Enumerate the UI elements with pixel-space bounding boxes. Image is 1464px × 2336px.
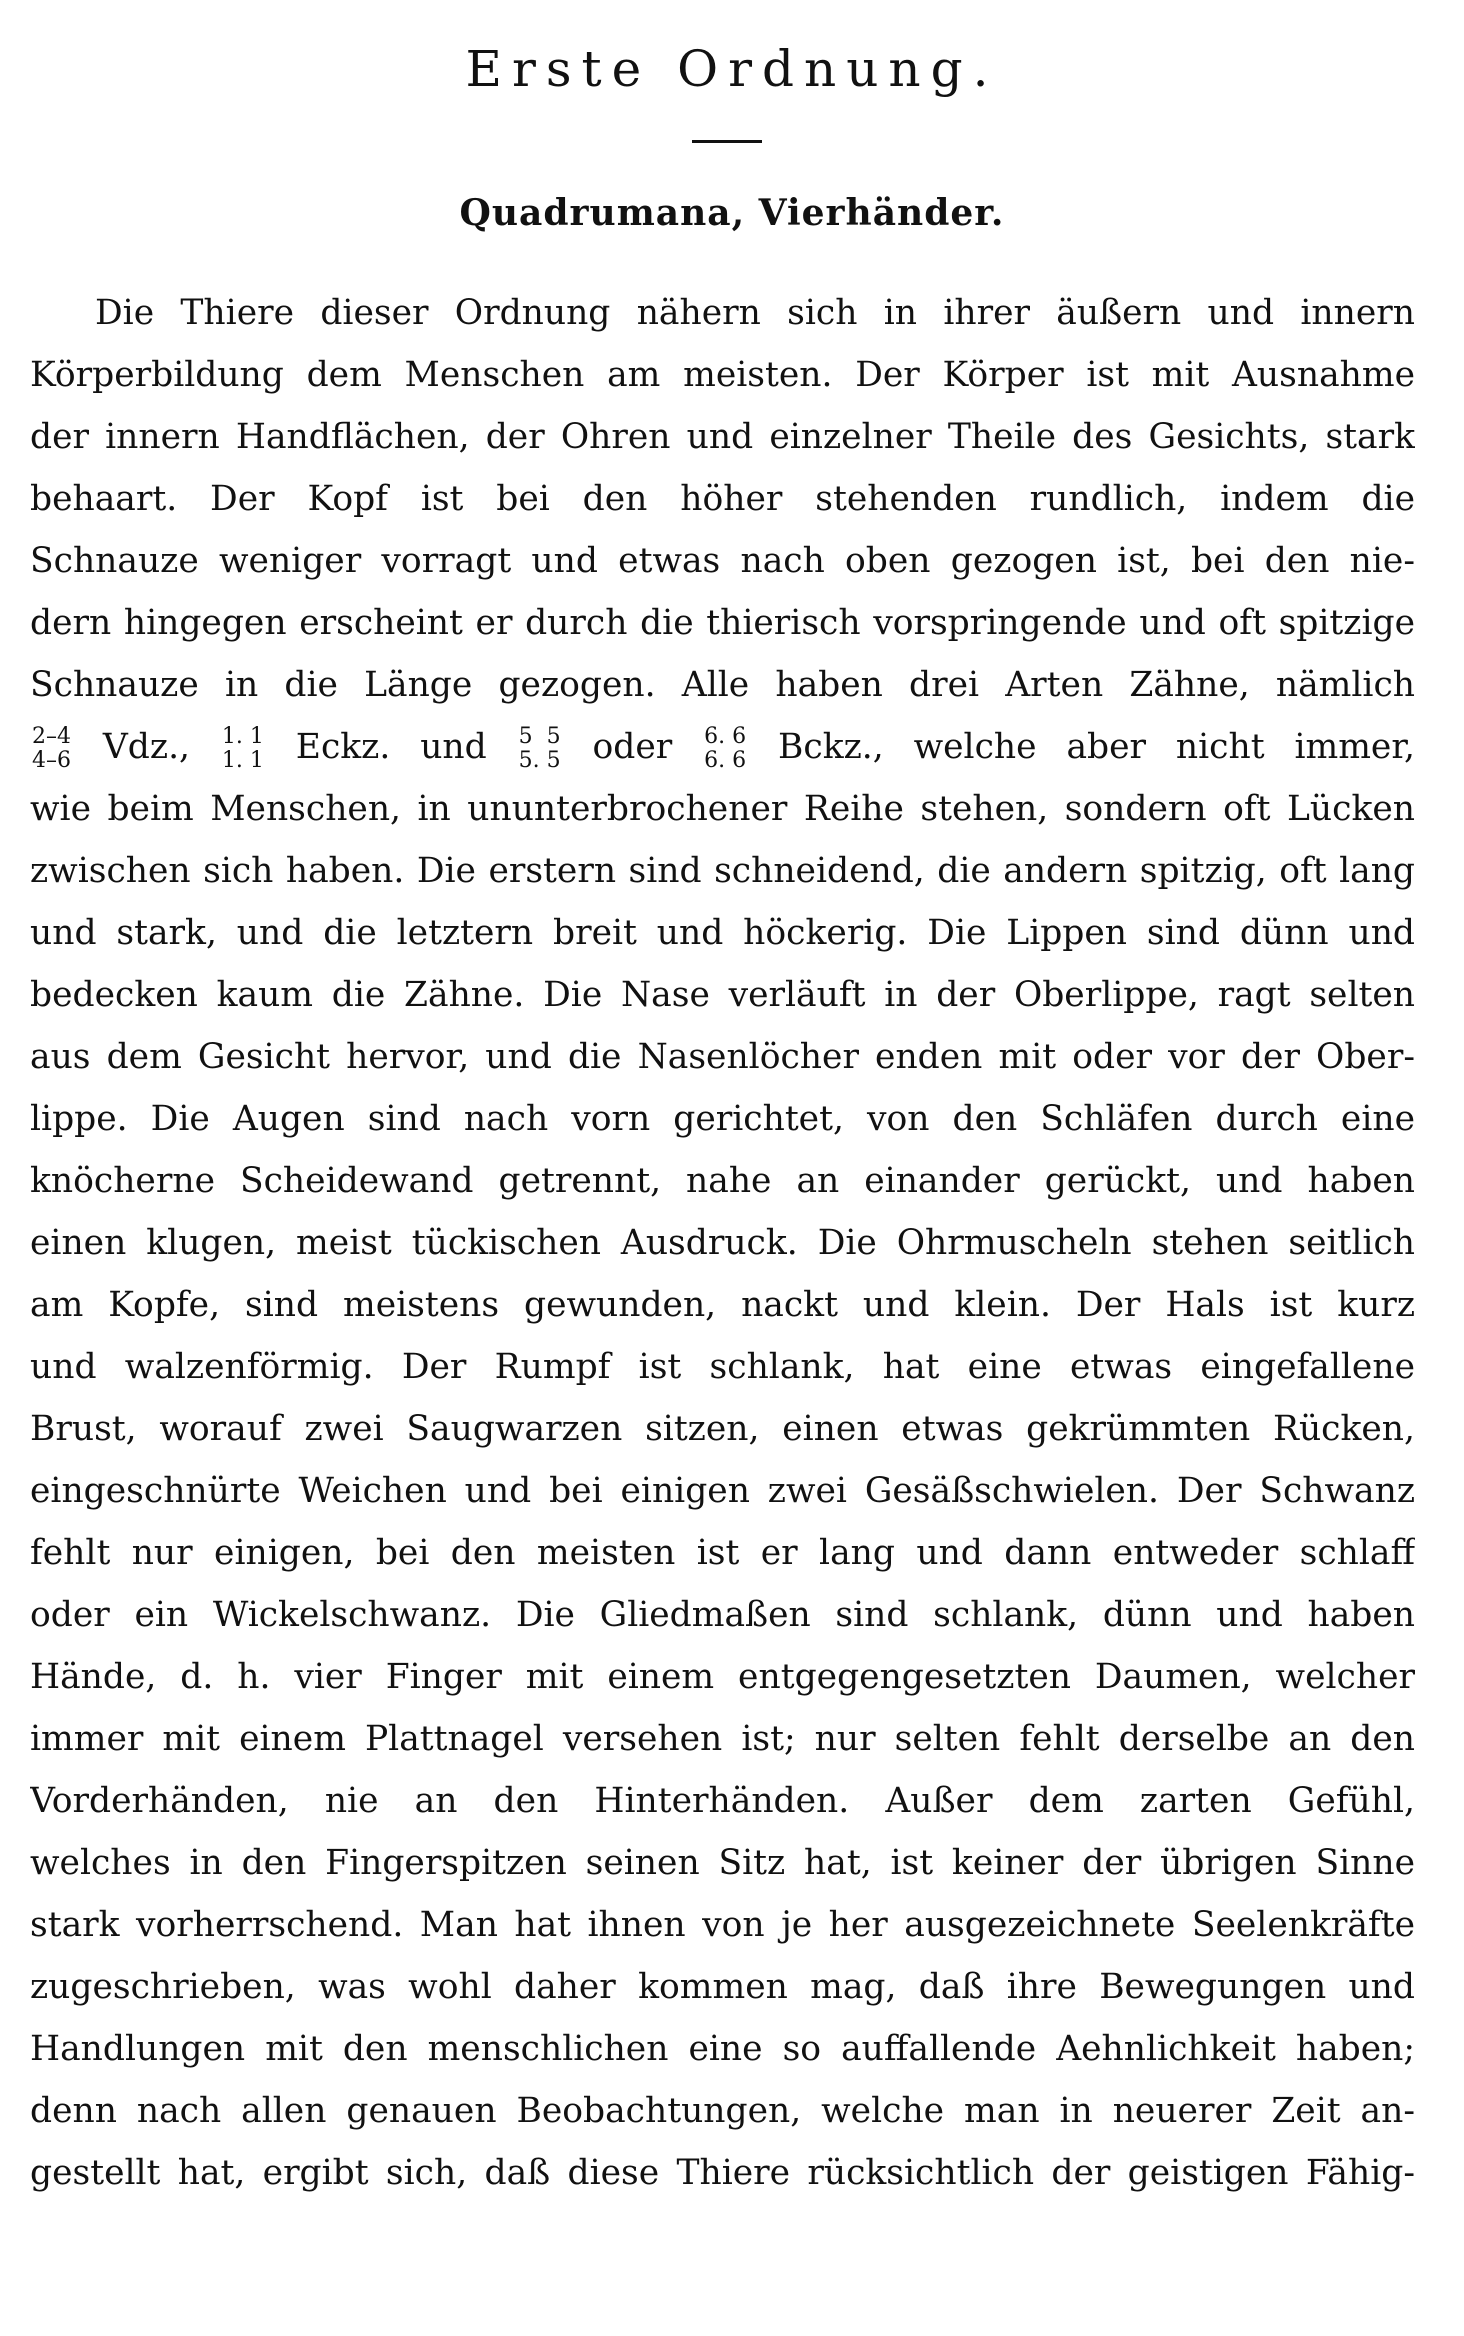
text-line: welches in den Fingerspitzen seinen Sitz hat, ist keiner der übrigen Sinne xyxy=(30,1843,1415,1883)
text-line: knöcherne Scheidewand getrennt, nahe an einander gerückt, und haben xyxy=(30,1161,1415,1201)
text-line: wie beim Menschen, in ununterbrochener Reihe stehen, sondern oft Lücken xyxy=(30,789,1415,829)
text-line: zugeschrieben, was wohl daher kommen mag, daß ihre Bewegungen und xyxy=(30,1967,1415,2007)
text-line: oder ein Wickelschwanz. Die Gliedmaßen sind schlank, dünn und haben xyxy=(30,1595,1415,1635)
text-line: Schnauze weniger vorragt und etwas nach oben gezogen ist, bei den nie- xyxy=(30,541,1415,581)
text-line: eingeschnürte Weichen und bei einigen zwei Gesäßschwielen. Der Schwanz xyxy=(30,1471,1415,1511)
text-line: dern hingegen erscheint er durch die thierisch vorspringende und oft spitzige xyxy=(30,603,1415,643)
molar-fraction: 6. 6 6. 6 xyxy=(704,723,747,773)
text-line: denn nach allen genauen Beobachtungen, welche man in neuerer Zeit an- xyxy=(30,2091,1415,2131)
text-line: und walzenförmig. Der Rumpf ist schlank, hat eine etwas eingefallene xyxy=(30,1347,1415,1387)
incisor-fraction: 2–4 4–6 xyxy=(32,723,71,773)
text-line: Schnauze in die Länge gezogen. Alle haben drei Arten Zähne, nämlich xyxy=(30,665,1415,705)
text-line: am Kopfe, sind meistens gewunden, nackt und klein. Der Hals ist kurz xyxy=(30,1285,1415,1325)
text-line: Körperbildung dem Menschen am meisten. Der Körper ist mit Ausnahme xyxy=(30,355,1415,395)
premolar-label: oder xyxy=(592,727,673,767)
premolar-fraction: 5 5 5. 5 xyxy=(518,723,561,773)
text-line: Vorderhänden, nie an den Hinterhänden. Außer dem zarten Gefühl, xyxy=(30,1781,1415,1821)
molar-label: Bckz., welche aber nicht immer, xyxy=(778,727,1415,767)
section-subheading: Quadrumana, Vierhänder. xyxy=(459,192,1005,234)
text-line: stark vorherrschend. Man hat ihnen von je her ausgezeichnete Seelenkräfte xyxy=(30,1905,1415,1945)
text-line: Handlungen mit den menschlichen eine so auffallende Aehnlichkeit haben; xyxy=(30,2029,1415,2069)
text-line: fehlt nur einigen, bei den meisten ist er lang und dann entweder schlaff xyxy=(30,1533,1415,1573)
text-line: zwischen sich haben. Die erstern sind schneidend, die andern spitzig, oft lang xyxy=(30,851,1415,891)
text-line: aus dem Gesicht hervor, und die Nasenlöcher enden mit oder vor der Ober- xyxy=(30,1037,1415,1077)
canine-fraction: 1. 1 1. 1 xyxy=(221,723,264,773)
text-line: Hände, d. h. vier Finger mit einem entgegengesetzten Daumen, welcher xyxy=(30,1657,1415,1697)
text-line: der innern Handflächen, der Ohren und einzelner Theile des Gesichts, stark xyxy=(30,417,1415,457)
text-line: behaart. Der Kopf ist bei den höher stehenden rundlich, indem die xyxy=(30,479,1415,519)
incisor-label: Vdz., xyxy=(102,727,190,767)
text-line: bedecken kaum die Zähne. Die Nase verläuft in der Oberlippe, ragt selten xyxy=(30,975,1415,1015)
text-line: immer mit einem Plattnagel versehen ist; nur selten fehlt derselbe an den xyxy=(30,1719,1415,1759)
text-line: lippe. Die Augen sind nach vorn gerichtet, von den Schläfen durch eine xyxy=(30,1099,1415,1139)
heading-divider xyxy=(692,140,762,143)
dental-formula-line xyxy=(30,716,1415,778)
text-line: und stark, und die letztern breit und höckerig. Die Lippen sind dünn und xyxy=(30,913,1415,953)
text-line: Die Thiere dieser Ordnung nähern sich in ihrer äußern und innern xyxy=(95,293,1415,333)
text-line: einen klugen, meist tückischen Ausdruck. Die Ohrmuscheln stehen seitlich xyxy=(30,1223,1415,1263)
text-line: Brust, worauf zwei Saugwarzen sitzen, einen etwas gekrümmten Rücken, xyxy=(30,1409,1415,1449)
canine-label: Eckz. und xyxy=(295,727,487,767)
chapter-heading: Erste Ordnung. xyxy=(465,40,999,98)
text-line: gestellt hat, ergibt sich, daß diese Thiere rücksichtlich der geistigen Fähig- xyxy=(30,2153,1415,2193)
